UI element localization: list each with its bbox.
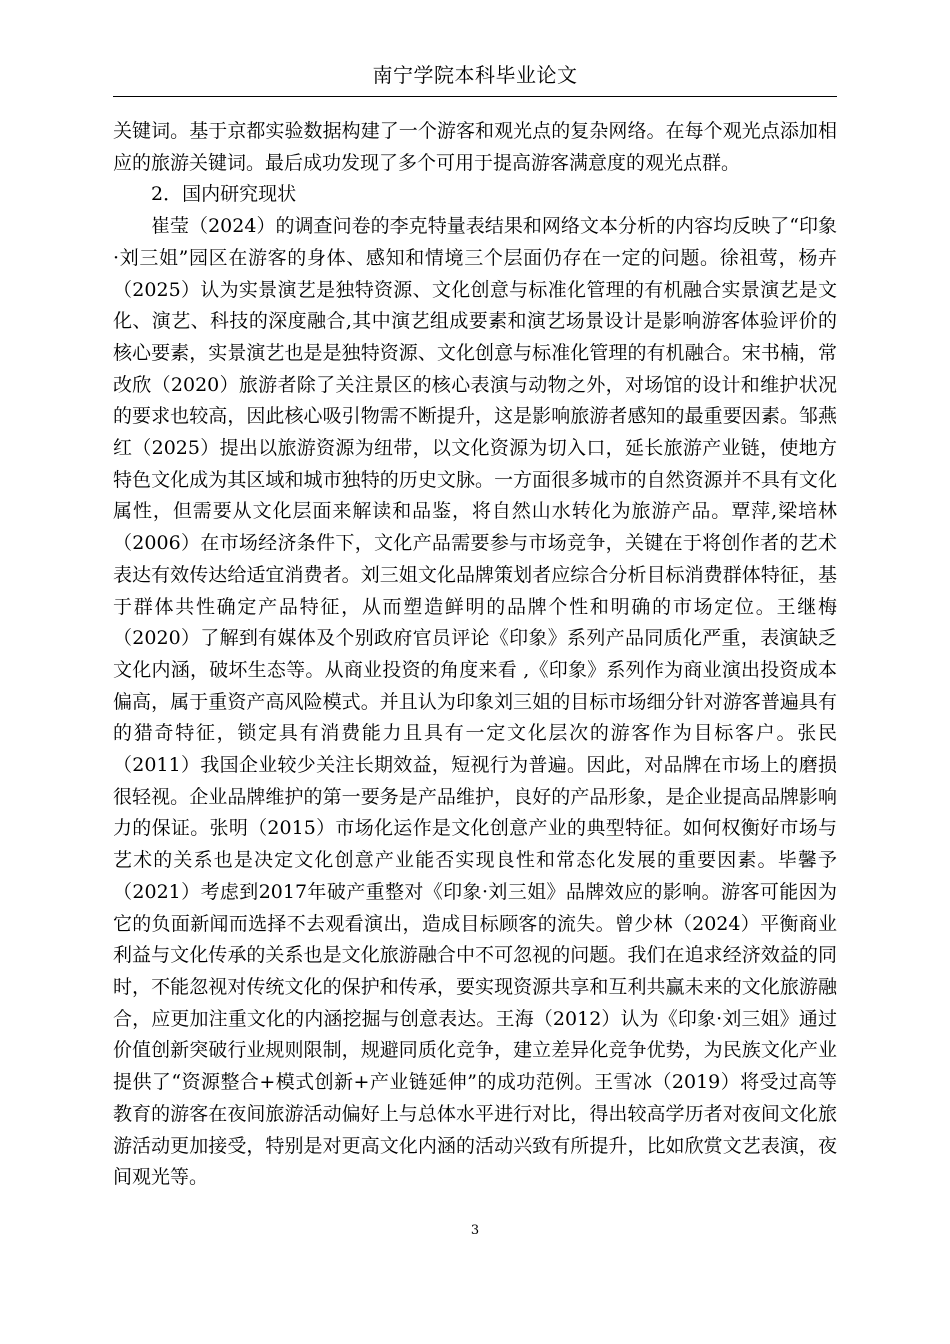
running-header: 南宁学院本科毕业论文: [372, 63, 578, 87]
main-paragraph: 崔莹（2024）的调查问卷的李克特量表结果和网络文本分析的内容均反映了“印象·刘三姐”园区在游客的身体、感知和情境三个层面仍存在一定的问题。徐祖莺，杨卉（2025）认为实景演艺是独特资源、文化创意与标准化管理的有机融合实景演艺是文化、演艺、科技的深度融合,其中演艺组成要素和演艺场景设计是影响游客体验评价的核心要素，实景演艺也是是独特资源、文化创意与标准化管理的有机融合。宋书楠，常改欣（2020）旅游者除了关注景区的核心表演与动物之外，对场馆的设计和维护状况的要求也较高，因此核心吸引物需不断提升，这是影响旅游者感知的最重要因素。邹燕红（2025）提出以旅游资源为纽带，以文化资源为切入口，延长旅游产业链，使地方特色文化成为其区域和城市独特的历史文脉。一方面很多城市的自然资源并不具有文化属性，但需要从文化层面来解读和品鉴，将自然山水转化为旅游产品。覃萍,梁培林（2006）在市场经济条件下，文化产品需要参与市场竞争，关键在于将创作者的艺术表达有效传达给适宜消费者。刘三姐文化品牌策划者应综合分析目标消费群体特征，基于群体共性确定产品特征，从而塑造鲜明的品牌个性和明确的市场定位。王继梅（2020）了解到有媒体及个别政府官员评论《印象》系列产品同质化严重，表演缺乏文化内涵，破坏生态等。从商业投资的角度来看 ,《印象》系列作为商业演出投资成本偏高，属于重资产高风险模式。并且认为印象刘三姐的目标市场细分针对游客普遍具有的猎奇特征，锁定具有消费能力且具有一定文化层次的游客作为目标客户。张民（2011）我国企业较少关注长期效益，短视行为普遍。因此，对品牌在市场上的磨损很轻视。企业品牌维护的第一要务是产品维护，良好的产品形象，是企业提高品牌影响力的保证。张明（2015）市场化运作是文化创意产业的典型特征。如何权衡好市场与艺术的关系也是决定文化创意产业能否实现良性和常态化发展的重要因素。毕馨予（2021）考虑到2017年破产重整对《印象·刘三姐》品牌效应的影响。游客可能因为它的负面新闻而选择不去观看演出，造成目标顾客的流失。曾少林（2024）平衡商业利益与文化传承的关系也是文化旅游融合中不可忽视的问题。我们在追求经济效益的同时，不能忽视对传统文化的保护和传承，要实现资源共享和互利共赢未来的文化旅游融合，应更加注重文化的内涵挖掘与创意表达。王海（2012）认为《印象·刘三姐》通过价值创新突破行业规则限制，规避同质化竞争，建立差异化竞争优势，为民族文化产业提供了“资源整合+模式创新+产业链延伸”的成功范例。王雪冰（2019）将受过高等教育的游客在夜间旅游活动偏好上与总体水平进行对比，得出较高学历者对夜间文化旅游活动更加接受，特别是对更高文化内涵的活动兴致有所提升，比如欣赏文艺表演，夜间观光等。: [113, 215, 837, 1189]
header-rule: [113, 96, 837, 97]
page-number: 3: [470, 1223, 480, 1238]
section-heading: 2．国内研究现状: [151, 183, 297, 206]
continuation-paragraph: 关键词。基于京都实验数据构建了一个游客和观光点的复杂网络。在每个观光点添加相应的旅游关键词。最后成功发现了多个可用于提高游客满意度的观光点群。: [113, 120, 837, 174]
body-text: [113, 116, 837, 1194]
